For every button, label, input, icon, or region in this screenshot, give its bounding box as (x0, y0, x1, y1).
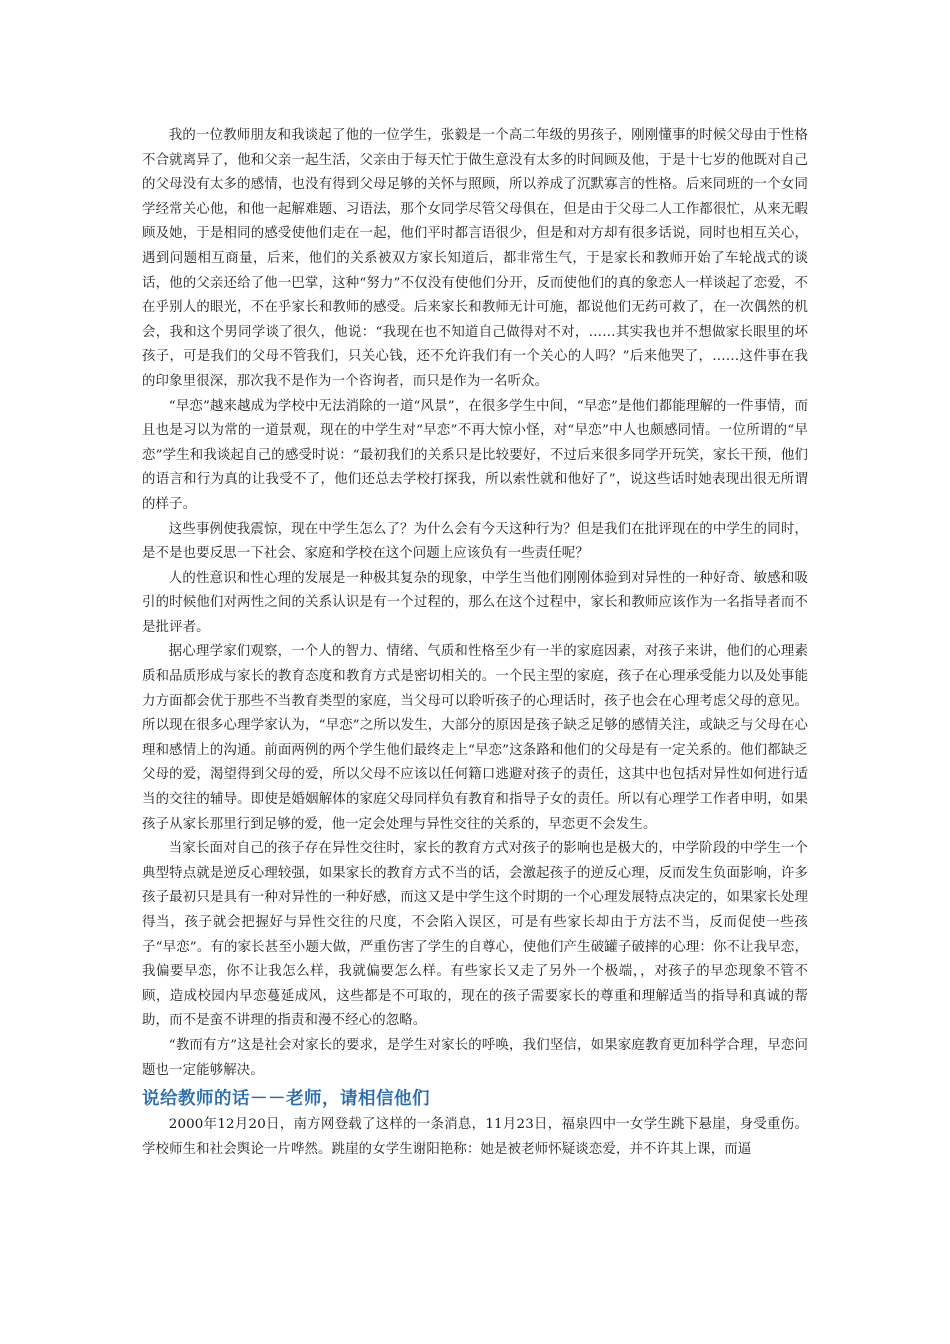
paragraph-4: 人的性意识和性心理的发展是一种极其复杂的现象，中学生当他们刚刚体验到对异性的一种好奇、敏感和吸引的时候他们对两性之间的关系认识是有一个过程的，那么在这个过程中，家长和教师应该作为一名指导者而不是批评者。 (142, 570, 808, 635)
paragraph-3: 这些事例使我震惊，现在中学生怎么了？为什么会有今天这种行为？但是我们在批评现在的中学生的同时，是不是也要反思一下社会、家庭和学校在这个问题上应该负有一些责任呢？ (142, 521, 808, 562)
section-paragraph-1: 2000年12月20日，南方网登载了这样的一条消息，11月23日，福泉四中一女学生跳下悬崖，身受重伤。学校师生和社会舆论一片哗然。跳崖的女学生谢阳艳称：她是被老师怀疑谈恋爱，并不许其上课，而逼 (142, 1117, 808, 1157)
paragraph-5: 据心理学家们观察，一个人的智力、情绪、气质和性格至少有一半的家庭因素，对孩子来讲，他们的心理素质和品质形成与家长的教育态度和教育方式是密切相关的。一个民主型的家庭，孩子在心理承受能力以及处事能力方面都会优于那些不当教育类型的家庭，当父母可以聆听孩子的心理话时，孩子也会在心理考虑父母的意见。所以现在很多心理学家认为，“早恋”之所以发生，大部分的原因是孩子缺乏足够的感情关注，或缺乏与父母在心理和感情上的沟通。前面两例的两个学生他们最终走上“早恋”这条路和他们的父母是有一定关系的。他们都缺乏父母的爱，渴望得到父母的爱，所以父母不应该以任何籍口逃避对孩子的责任，这其中也包括对异性如何进行适当的交往的辅导。即使是婚姻解体的家庭父母同样负有教育和指导子女的责任。所以有心理学工作者申明，如果孩子从家长那里行到足够的爱，他一定会处理与异性交往的关系的，早恋更不会发生。 (142, 644, 808, 832)
paragraph-6: 当家长面对自己的孩子存在异性交往时，家长的教育方式对孩子的影响也是极大的，中学阶段的中学生一个典型特点就是逆反心理较强，如果家长的教育方式不当的话，会激起孩子的逆反心理，反而发生负面影响，许多孩子最初只是具有一种对异性的一种好感，而这又是中学生这个时期的一个心理发展特点决定的，如果家长处理得当，孩子就会把握好与异性交往的尺度，不会陷入误区，可是有些家长却由于方法不当，反而促使一些孩子“早恋”。有的家长甚至小题大做，严重伤害了学生的自尊心，使他们产生破罐子破摔的心理：你不让我早恋，我偏要早恋，你不让我怎么样，我就偏要怎么样。有些家长又走了另外一个极端，，对孩子的早恋现象不管不顾，造成校园内早恋蔓延成风，这些都是不可取的，现在的孩子需要家长的尊重和理解适当的指导和真诚的帮助，而不是蛮不讲理的指责和漫不经心的忽略。 (142, 841, 808, 1029)
section-heading: 说给教师的话－－老师，请相信他们 (142, 1089, 430, 1110)
paragraph-2: “早恋”越来越成为学校中无法消除的一道“风景”，在很多学生中间，“早恋”是他们都能理解的一件事情，而且也是习以为常的一道景观，现在的中学生对“早恋”不再大惊小怪，对“早恋”中人也颇感同情。一位所谓的“早恋”学生和我谈起自己的感受时说：“最初我们的关系只是比较要好，不过后来很多同学开玩笑，家长干预，他们的语言和行为真的让我受不了，他们还总去学校打探我，所以索性就和他好了”，说这些话时她表现出很无所谓的样子。 (142, 398, 808, 512)
paragraph-1: 我的一位教师朋友和我谈起了他的一位学生，张毅是一个高二年级的男孩子，刚刚懂事的时候父母由于性格不合就离异了，他和父亲一起生活，父亲由于每天忙于做生意没有太多的时间顾及他，于是十七岁的他既对自己的父母没有太多的感情，也没有得到父母足够的关怀与照顾，所以养成了沉默寡言的性格。后来同班的一个女同学经常关心他，和他一起解难题、习语法，那个女同学尽管父母俱在，但是由于父母二人工作都很忙，从来无暇顾及她，于是相同的感受使他们走在一起，他们平时都言语很少，但是和对方却有很多话说，同时也相互关心，遇到问题相互商量，后来，他们的关系被双方家长知道后，都非常生气，于是家长和教师开始了车轮战式的谈话，他的父亲还给了他一巴掌，这种“努力”不仅没有使他们分开，反而使他们的真的象恋人一样谈起了恋爱，不在乎别人的眼光，不在乎家长和教师的感受。后来家长和教师无计可施，都说他们无药可救了，在一次偶然的机会，我和这个男同学谈了很久，他说：“我现在也不知道自己做得对不对，……其实我也并不想做家长眼里的坏孩子，可是我们的父母不管我们，只关心钱，还不允许我们有一个关心的人吗？”后来他哭了，……这件事在我的印象里很深，那次我不是作为一个咨询者，而只是作为一名听众。 (142, 128, 808, 389)
paragraph-7: “教而有方”这是社会对家长的要求，是学生对家长的呼唤，我们坚信，如果家庭教育更加科学合理，早恋问题也一定能够解决。 (142, 1037, 808, 1078)
